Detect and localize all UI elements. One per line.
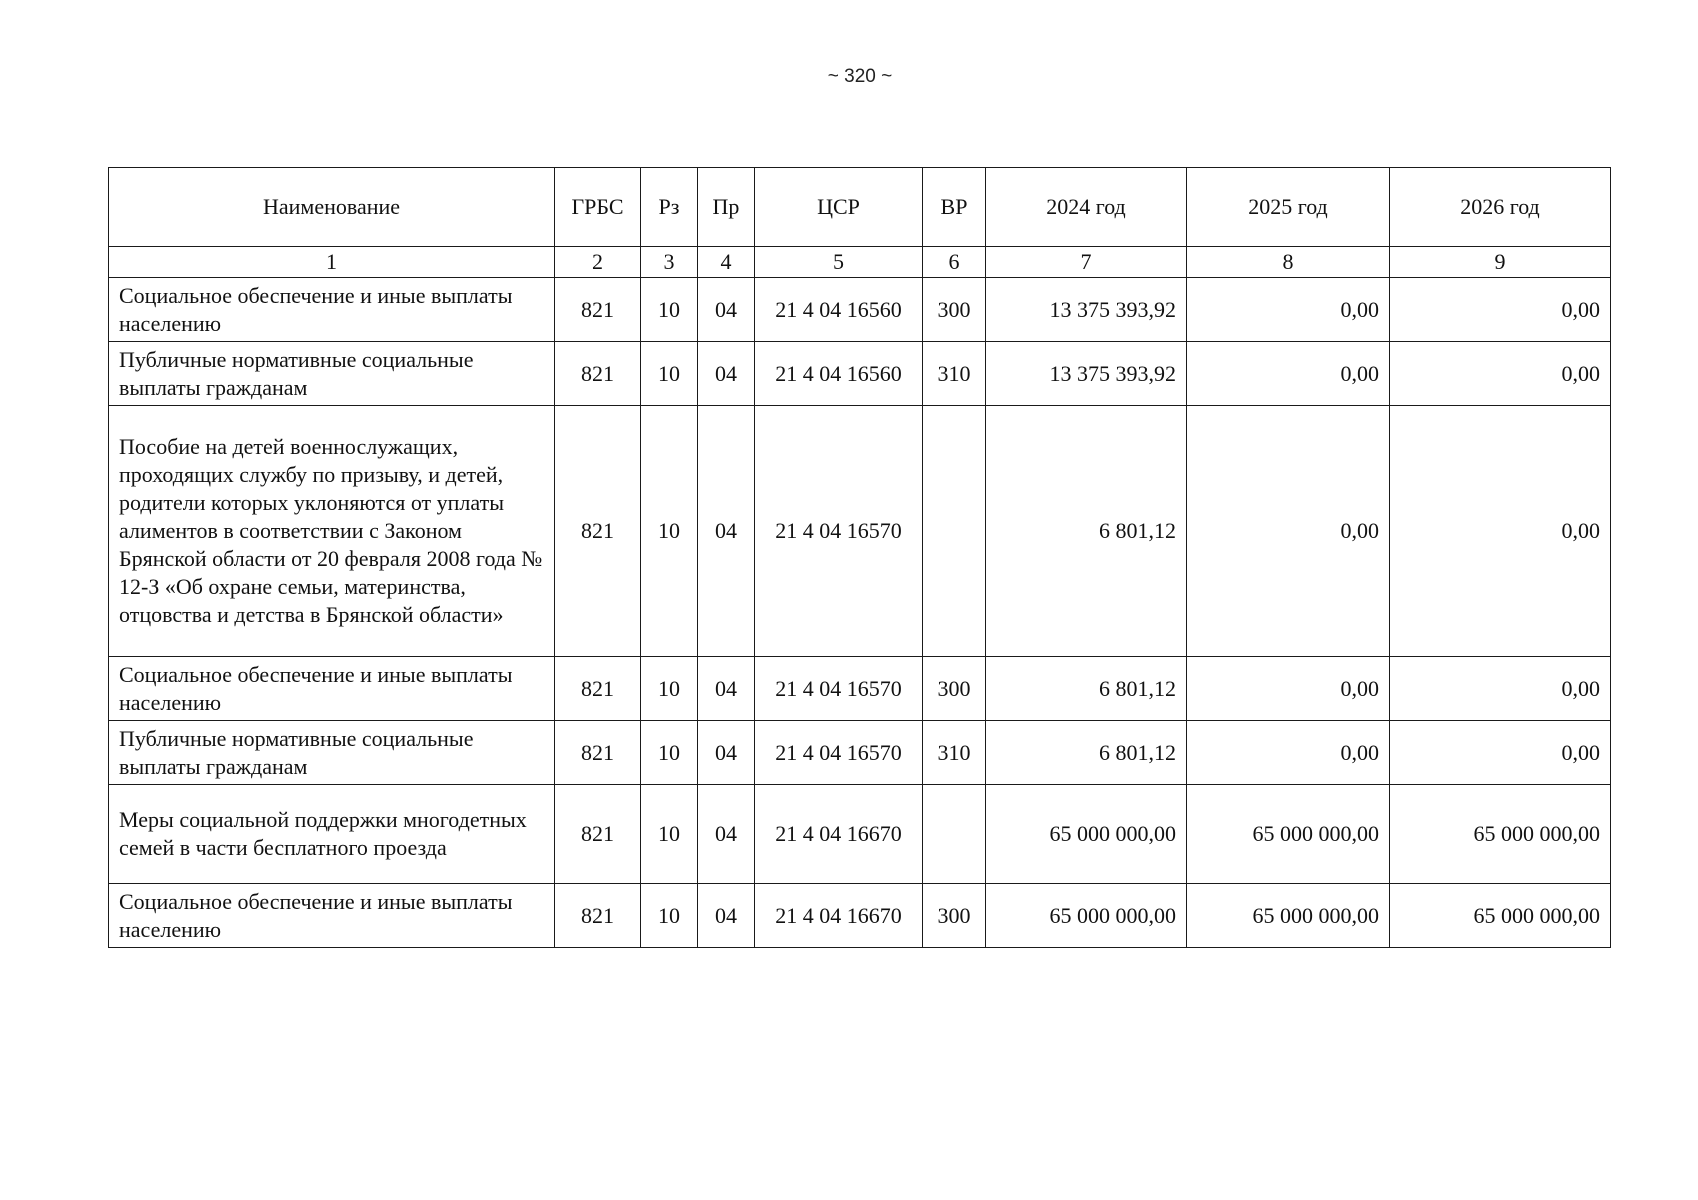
row-vr: 300 [923, 884, 986, 948]
column-number-row [109, 247, 1611, 278]
row-2025: 65 000 000,00 [1187, 884, 1390, 948]
row-grbs: 821 [555, 785, 641, 884]
table-row [109, 342, 1611, 406]
row-2025: 0,00 [1187, 342, 1390, 406]
row-rz: 10 [641, 884, 698, 948]
budget-table [108, 167, 1611, 948]
column-number: 2 [555, 247, 641, 278]
row-name: Социальное обеспечение и иные выплаты населению [109, 884, 555, 948]
row-2026: 65 000 000,00 [1390, 884, 1611, 948]
row-pr: 04 [698, 785, 755, 884]
row-rz: 10 [641, 721, 698, 785]
row-name: Социальное обеспечение и иные выплаты населению [109, 278, 555, 342]
row-2025: 0,00 [1187, 657, 1390, 721]
row-rz: 10 [641, 406, 698, 657]
row-name: Меры социальной поддержки многодетных семей в части бесплатного проезда [109, 785, 555, 884]
page-number: ~ 320 ~ [827, 66, 893, 87]
header-grbs: ГРБС [555, 168, 641, 247]
row-pr: 04 [698, 342, 755, 406]
header-2024: 2024 год [986, 168, 1187, 247]
header-name: Наименование [109, 168, 555, 247]
column-number: 7 [986, 247, 1187, 278]
row-2024: 13 375 393,92 [986, 342, 1187, 406]
table-row [109, 884, 1611, 948]
row-csr: 21 4 04 16670 [755, 785, 923, 884]
row-csr: 21 4 04 16560 [755, 278, 923, 342]
column-number: 9 [1390, 247, 1611, 278]
row-grbs: 821 [555, 342, 641, 406]
row-2024: 65 000 000,00 [986, 785, 1187, 884]
header-csr: ЦСР [755, 168, 923, 247]
column-number: 6 [923, 247, 986, 278]
row-grbs: 821 [555, 406, 641, 657]
header-row [109, 168, 1611, 247]
row-2024: 65 000 000,00 [986, 884, 1187, 948]
row-pr: 04 [698, 278, 755, 342]
header-rz: Рз [641, 168, 698, 247]
row-2025: 65 000 000,00 [1187, 785, 1390, 884]
row-vr: 310 [923, 342, 986, 406]
row-name: Пособие на детей военнослужащих, проходящих службу по призыву, и детей, родители которых уклоняются от уплаты алиментов в соответствии с Законом Брянской области от 20 февраля 2008 года № 12-З «Об охране семьи, материнства, отцовства и детства в Брянской области» [109, 406, 555, 657]
row-rz: 10 [641, 785, 698, 884]
row-vr: 300 [923, 657, 986, 721]
row-name: Публичные нормативные социальные выплаты гражданам [109, 342, 555, 406]
row-vr [923, 406, 986, 657]
row-2025: 0,00 [1187, 721, 1390, 785]
table-row [109, 278, 1611, 342]
row-grbs: 821 [555, 721, 641, 785]
table-row [109, 785, 1611, 884]
row-2026: 0,00 [1390, 342, 1611, 406]
header-2026: 2026 год [1390, 168, 1611, 247]
row-2026: 0,00 [1390, 278, 1611, 342]
row-2024: 13 375 393,92 [986, 278, 1187, 342]
table-row [109, 657, 1611, 721]
row-rz: 10 [641, 657, 698, 721]
row-2024: 6 801,12 [986, 657, 1187, 721]
row-vr: 300 [923, 278, 986, 342]
row-vr [923, 785, 986, 884]
row-csr: 21 4 04 16570 [755, 406, 923, 657]
row-grbs: 821 [555, 884, 641, 948]
column-number: 8 [1187, 247, 1390, 278]
row-rz: 10 [641, 278, 698, 342]
row-grbs: 821 [555, 278, 641, 342]
row-name: Социальное обеспечение и иные выплаты населению [109, 657, 555, 721]
header-pr: Пр [698, 168, 755, 247]
row-2024: 6 801,12 [986, 721, 1187, 785]
column-number: 1 [109, 247, 555, 278]
row-2026: 65 000 000,00 [1390, 785, 1611, 884]
row-2026: 0,00 [1390, 657, 1611, 721]
row-vr: 310 [923, 721, 986, 785]
header-vr: ВР [923, 168, 986, 247]
header-2025: 2025 год [1187, 168, 1390, 247]
row-csr: 21 4 04 16670 [755, 884, 923, 948]
row-2026: 0,00 [1390, 406, 1611, 657]
row-pr: 04 [698, 721, 755, 785]
row-rz: 10 [641, 342, 698, 406]
row-pr: 04 [698, 884, 755, 948]
row-grbs: 821 [555, 657, 641, 721]
row-csr: 21 4 04 16560 [755, 342, 923, 406]
table-row [109, 406, 1611, 657]
row-pr: 04 [698, 406, 755, 657]
column-number: 5 [755, 247, 923, 278]
column-number: 3 [641, 247, 698, 278]
column-number: 4 [698, 247, 755, 278]
row-2025: 0,00 [1187, 278, 1390, 342]
row-pr: 04 [698, 657, 755, 721]
row-2026: 0,00 [1390, 721, 1611, 785]
row-csr: 21 4 04 16570 [755, 721, 923, 785]
row-name: Публичные нормативные социальные выплаты гражданам [109, 721, 555, 785]
table-row [109, 721, 1611, 785]
row-2025: 0,00 [1187, 406, 1390, 657]
row-2024: 6 801,12 [986, 406, 1187, 657]
row-csr: 21 4 04 16570 [755, 657, 923, 721]
